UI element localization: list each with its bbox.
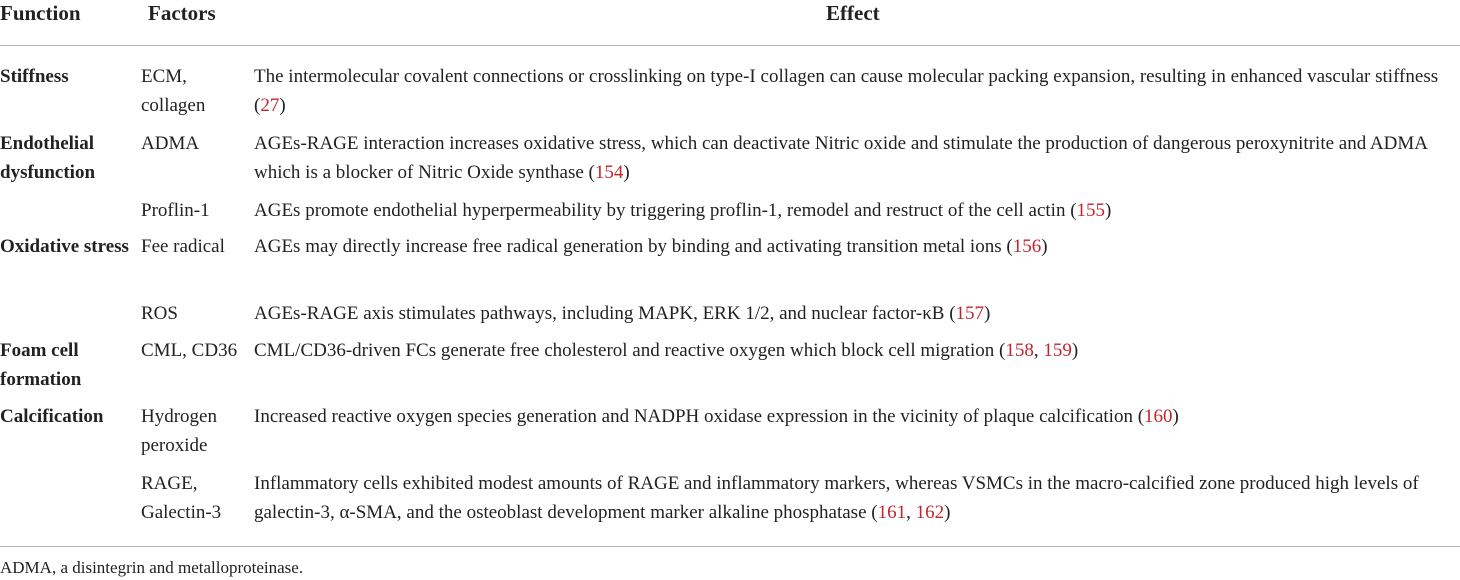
- effect-cell: [254, 336, 1454, 365]
- effect-text: AGEs-RAGE interaction increases oxidative stress, which can deactivate Nitric oxide and stimulate the production of dangerous peroxynitrite and ADMA which is a blocker of Nitric Oxide synthase (: [254, 133, 1427, 183]
- reference-link[interactable]: 154: [594, 162, 624, 183]
- header-effect: Effect: [826, 1, 880, 25]
- reference-link[interactable]: 158: [1005, 340, 1034, 361]
- factors-cell: Hydrogen peroxide: [141, 406, 217, 456]
- close-paren: ): [1172, 406, 1179, 427]
- ref-separator: ,: [1033, 340, 1044, 361]
- effect-cell: [254, 196, 1454, 225]
- reference-link[interactable]: 157: [955, 303, 985, 324]
- function-cell: Calcification: [0, 406, 104, 427]
- ref-separator: ,: [906, 502, 916, 523]
- effect-text: AGEs-RAGE axis stimulates pathways, including MAPK, ERK 1/2, and nuclear factor-κB (: [254, 303, 956, 324]
- effect-text: The intermolecular covalent connections or crosslinking on type-I collagen can cause molecular packing expansion, resulting in enhanced vascular stiffness (: [254, 66, 1439, 116]
- factors-cell: Proflin-1: [141, 200, 210, 221]
- reference-link[interactable]: 155: [1076, 200, 1106, 221]
- function-cell: Oxidative stress: [0, 236, 129, 257]
- header-factors: Factors: [148, 1, 216, 25]
- close-paren: ): [1105, 200, 1112, 221]
- close-paren: ): [1041, 236, 1048, 257]
- reference-link[interactable]: 156: [1012, 236, 1042, 257]
- function-cell: Endothelial dysfunction: [0, 133, 96, 183]
- effect-text: CML/CD36-driven FCs generate free cholesterol and reactive oxygen which block cell migration (: [254, 340, 1006, 361]
- factors-cell: ECM, collagen: [141, 66, 206, 116]
- effect-cell: [254, 402, 1454, 431]
- effect-cell: [254, 62, 1454, 120]
- effect-text: AGEs promote endothelial hyperpermeability by triggering proflin-1, remodel and restruct of the cell actin (: [254, 200, 1077, 221]
- reference-link[interactable]: 162: [915, 502, 945, 523]
- close-paren: ): [279, 95, 286, 116]
- factors-cell: ADMA: [141, 133, 200, 154]
- table-footnote: ADMA, a disintegrin and metalloproteinase.: [0, 558, 304, 577]
- effect-text: Inflammatory cells exhibited modest amounts of RAGE and inflammatory markers, whereas VSMCs in the macro-calcified zone produced high levels of galectin-3, α-SMA, and the osteoblast development marker alkaline phosphatase (: [254, 473, 1419, 523]
- header-function: Function: [0, 1, 81, 25]
- reference-link[interactable]: 160: [1144, 406, 1173, 427]
- close-paren: ): [984, 303, 991, 324]
- effect-text: Increased reactive oxygen species generation and NADPH oxidase expression in the vicinity of plaque calcification (: [254, 406, 1145, 427]
- factors-cell: ROS: [141, 303, 178, 324]
- factors-cell: CML, CD36: [141, 340, 238, 361]
- reference-link[interactable]: 159: [1043, 340, 1072, 361]
- reference-link[interactable]: 27: [260, 95, 280, 116]
- close-paren: ): [944, 502, 951, 523]
- reference-link[interactable]: 161: [877, 502, 907, 523]
- effect-text: AGEs may directly increase free radical generation by binding and activating transition metal ions (: [254, 236, 1013, 257]
- function-cell: Stiffness: [0, 66, 69, 87]
- footer-divider: [0, 546, 1460, 547]
- effect-cell: [254, 299, 1454, 328]
- effect-cell: [254, 232, 1454, 261]
- header-divider: [0, 45, 1460, 46]
- effect-cell: [254, 129, 1454, 187]
- close-paren: ): [1071, 340, 1079, 361]
- function-cell: Foam cell formation: [0, 340, 82, 390]
- factors-cell: RAGE, Galectin-3: [141, 473, 222, 523]
- close-paren: ): [623, 162, 630, 183]
- effect-cell: [254, 469, 1454, 527]
- factors-cell: Fee radical: [141, 236, 225, 257]
